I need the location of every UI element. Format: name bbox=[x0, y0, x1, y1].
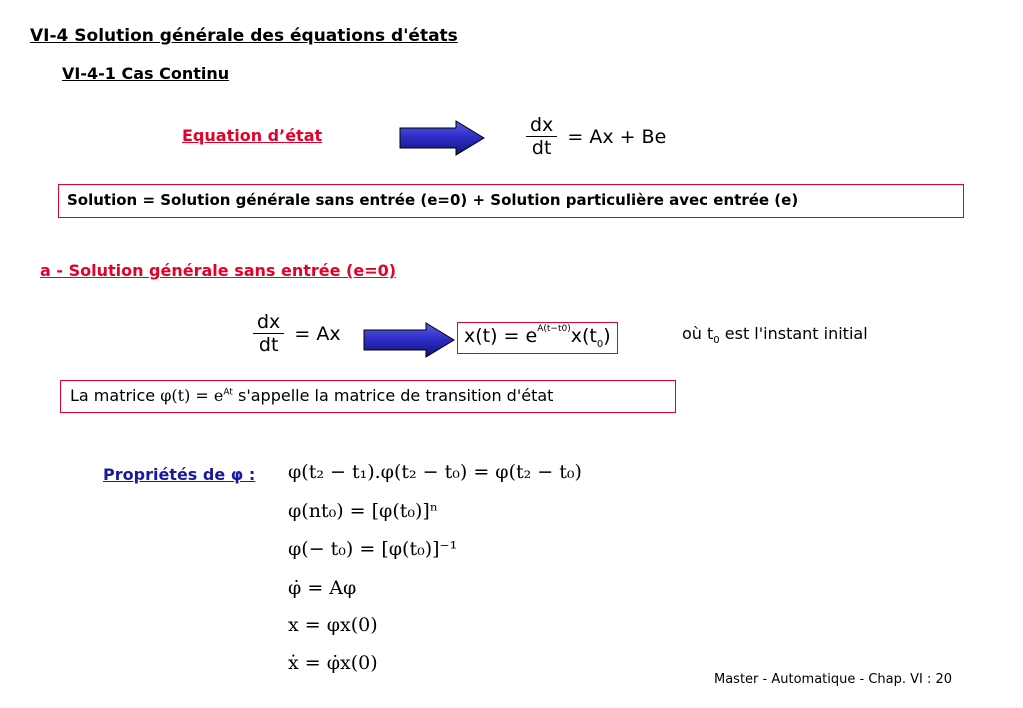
solution-formula: $x(t) = e^{A(t-t0)}x(t_0)$ bbox=[457, 322, 618, 354]
property-4: φ̇ = Aφ bbox=[288, 577, 357, 599]
slide-title: VI-4 Solution générale des équations d'états bbox=[30, 26, 458, 46]
transition-matrix-box: La matrice $\varphi(t) = e^{At}$ s'appelle la matrice de transition d'état bbox=[60, 380, 676, 413]
homogeneous-equation: $\frac{dx}{dt}$ = Ax bbox=[253, 311, 341, 356]
right-arrow-icon bbox=[362, 322, 456, 358]
section-subtitle: VI-4-1 Cas Continu bbox=[62, 64, 230, 83]
property-5: x = φx(0) bbox=[288, 614, 378, 636]
right-arrow-icon bbox=[398, 120, 486, 156]
state-equation: $\frac{dx}{dt}$ = Ax + Be bbox=[526, 114, 666, 159]
property-2: φ(nt₀) = [φ(t₀)]ⁿ bbox=[288, 500, 439, 522]
section-a-title: a - Solution générale sans entrée (e=0) bbox=[40, 261, 397, 280]
properties-label: Propriétés de φ : bbox=[103, 465, 256, 484]
solution-box: Solution = Solution générale sans entrée (e=0) + Solution particulière avec entrée (e) bbox=[58, 184, 964, 218]
initial-instant-note: où $t_0$ est l'instant initial bbox=[682, 324, 868, 347]
property-3: φ(− t₀) = [φ(t₀)]⁻¹ bbox=[288, 538, 458, 560]
property-6: ẋ = φ̇x(0) bbox=[288, 652, 378, 674]
equation-label: Equation d’état bbox=[182, 126, 323, 145]
footer: Master - Automatique - Chap. VI : 20 bbox=[714, 672, 953, 687]
property-1: φ(t₂ − t₁).φ(t₂ − t₀) = φ(t₂ − t₀) bbox=[288, 461, 582, 483]
